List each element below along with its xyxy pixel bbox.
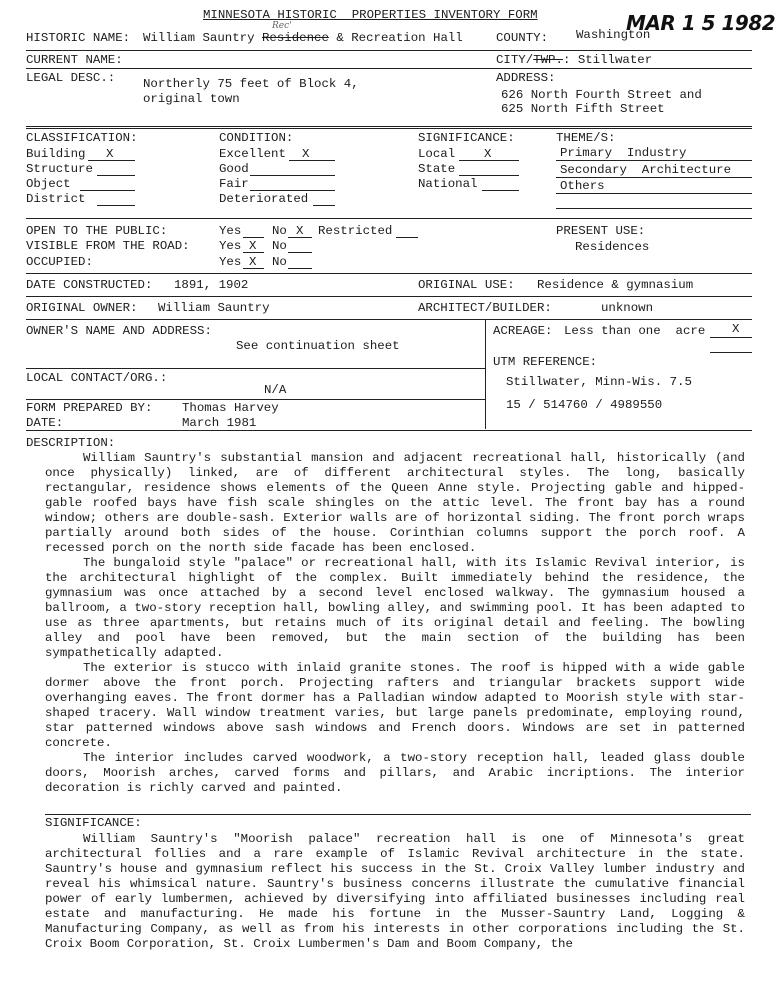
condition-excellent: Excellent	[219, 147, 286, 161]
open-to-public-label: OPEN TO THE PUBLIC:	[26, 224, 168, 238]
acreage-value: Less than one acre	[564, 324, 706, 338]
owner-label: OWNER'S NAME AND ADDRESS:	[26, 324, 212, 338]
current-name-label: CURRENT NAME:	[26, 53, 123, 67]
handwritten-annotation: Rec'	[272, 21, 292, 31]
historic-name-struck-word: Residence	[261, 31, 329, 45]
address-line2: 625 North Fifth Street	[501, 102, 665, 116]
significance-local-mark: X	[484, 147, 492, 161]
county-label: COUNTY:	[496, 31, 549, 45]
county-value: Washington	[576, 28, 651, 42]
classification-district: District	[26, 192, 86, 206]
city-label-colon: :	[562, 53, 571, 67]
historic-name-label: HISTORIC NAME:	[26, 31, 131, 45]
city-field	[496, 53, 652, 68]
theme-others: Others	[560, 179, 605, 193]
local-contact-label: LOCAL CONTACT/ORG.:	[26, 371, 168, 385]
significance-state: State	[418, 162, 456, 176]
visible-yes-mark: X	[249, 239, 257, 253]
description-paragraph: The exterior is stucco with inlaid granite stones. The roof is hipped with a wide gable dormer above the front porch. Projecting rafters and triangular brackets support wide overhanging eaves. The front dormer has a Palladian window adapted to Moorish style with star-shaped tracery. Wall window treatment varies, but large panels predominate, employing round, star patterned windows above sash windows and French doors. Windows are set in patterned concrete.	[45, 661, 745, 750]
visible-no: No	[272, 239, 287, 253]
condition-label: CONDITION:	[219, 131, 294, 145]
address-label: ADDRESS:	[496, 71, 556, 85]
significance-local: Local	[418, 147, 456, 161]
original-use-label: ORIGINAL USE:	[418, 278, 515, 292]
significance-level-label: SIGNIFICANCE:	[418, 131, 515, 145]
address-line1: 626 North Fourth Street and	[501, 88, 702, 102]
condition-excellent-mark: X	[302, 147, 310, 161]
historic-name-text-post: & Recreation Hall	[328, 31, 463, 45]
acreage-label: ACREAGE:	[493, 324, 553, 338]
significance-label: SIGNIFICANCE:	[45, 816, 142, 830]
date-label: DATE:	[26, 416, 64, 430]
occupied-label: OCCUPIED:	[26, 255, 93, 269]
city-label-struck: TWP.	[533, 53, 563, 67]
description-paragraph: The interior includes carved woodwork, a two-story reception hall, leaded glass double doors, Moorish arches, carved forms and pillars, and Arabic incriptions. The interior decoration is richly carved and painted.	[45, 751, 745, 795]
legal-desc-line1: Northerly 75 feet of Block 4,	[143, 77, 359, 91]
date-value: March 1981	[182, 416, 257, 430]
themes-label: THEME/S:	[556, 131, 616, 145]
legal-desc-label: LEGAL DESC.:	[26, 71, 116, 85]
local-contact-value: N/A	[264, 383, 287, 397]
theme-secondary: Secondary Architecture	[560, 163, 732, 177]
open-restricted: Restricted	[318, 224, 393, 238]
description-body	[45, 451, 745, 796]
occupied-no: No	[272, 255, 287, 269]
prepared-by-label: FORM PREPARED BY:	[26, 401, 153, 415]
form-title: MINNESOTA HISTORIC PROPERTIES INVENTORY FORM	[203, 8, 538, 22]
classification-structure: Structure	[26, 162, 93, 176]
architect-value: unknown	[601, 301, 654, 315]
city-label: CITY/	[496, 53, 534, 67]
occupied-yes-mark: X	[249, 255, 257, 269]
description-label: DESCRIPTION:	[26, 436, 116, 450]
date-constructed-value: 1891, 1902	[174, 278, 249, 292]
architect-label: ARCHITECT/BUILDER:	[418, 301, 552, 315]
condition-fair: Fair	[219, 177, 249, 191]
classification-label: CLASSIFICATION:	[26, 131, 138, 145]
received-date-stamp: MAR 1 5 1982	[626, 11, 776, 35]
prepared-by-value: Thomas Harvey	[182, 401, 279, 415]
description-paragraph: William Sauntry's substantial mansion and adjacent recreational hall, historically (and once physically) linked, are of different architectural styles. The long, basically rectangular, residence shows elements of the Queen Anne style. Projecting gable and hipped-gable roofed bays have fish scale shingles on the attic level. The front bay has a round window; others are double-sash. Exterior walls are of horizontal siding. The front porch wraps partially around both sides of the house. Corinthian columns support the porch roof. A recessed porch on the north side facade has been enclosed.	[45, 451, 745, 555]
utm-line2: 15 / 514760 / 4989550	[506, 398, 663, 412]
description-paragraph: The bungaloid style "palace" or recreational hall, with its Islamic Revival interior, is the architectural highlight of the complex. Built immediately behind the residence, the gymnasium was once attached by a second level enclosed walkway. The gymnasium housed a ballroom, a two-story reception hall, bowling alley, and swimming pool. It has been adapted to use as three apartments, but retains much of its original detail and feeling. The bowling alley and pool have been removed, but the main section of the building has been sympathetically adapted.	[45, 556, 745, 660]
open-no-mark: X	[296, 224, 304, 238]
city-value: Stillwater	[577, 53, 653, 67]
visible-from-road-label: VISIBLE FROM THE ROAD:	[26, 239, 190, 253]
present-use-value: Residences	[575, 240, 650, 254]
classification-building-mark: X	[106, 147, 114, 161]
utm-line1: Stillwater, Minn-Wis. 7.5	[506, 375, 692, 389]
open-no: No	[272, 224, 287, 238]
open-yes: Yes	[219, 224, 242, 238]
classification-building: Building	[26, 147, 86, 161]
significance-national: National	[418, 177, 478, 191]
significance-body	[45, 832, 745, 952]
legal-desc-line2: original town	[143, 92, 240, 106]
theme-primary: Primary Industry	[560, 146, 687, 160]
utm-label: UTM REFERENCE:	[493, 355, 598, 369]
date-constructed-label: DATE CONSTRUCTED:	[26, 278, 153, 292]
original-use-value: Residence & gymnasium	[537, 278, 694, 292]
historic-name-value	[143, 31, 463, 46]
acreage-mark: X	[732, 322, 740, 336]
condition-good: Good	[219, 162, 249, 176]
present-use-label: PRESENT USE:	[556, 224, 646, 238]
historic-name-text: William Sauntry	[143, 31, 262, 45]
condition-deteriorated: Deteriorated	[219, 192, 309, 206]
original-owner-value: William Sauntry	[158, 301, 270, 315]
owner-value: See continuation sheet	[236, 339, 400, 353]
significance-paragraph: William Sauntry's "Moorish palace" recreation hall is one of Minnesota's great architectural follies and a rare example of Islamic Revival architecture in the state. Sauntry's house and gymnasium reflect his success in the St. Croix Valley lumber industry and reveal his whimsical nature. Sauntry's business concerns illustrate the cumulative financial power of early lumbermen, achieved by diversifying into affiliated businesses including real estate and manufacturing. He made his fortune in the Musser-Sauntry Land, Logging & Manufacturing Company, as well as from his interests in other corporations including the St. Croix Boom Corporation, St. Croix Lumbermen's Dam and Boom Company, the	[45, 832, 745, 951]
occupied-yes: Yes	[219, 255, 242, 269]
classification-object: Object	[26, 177, 71, 191]
original-owner-label: ORIGINAL OWNER:	[26, 301, 138, 315]
visible-yes: Yes	[219, 239, 242, 253]
